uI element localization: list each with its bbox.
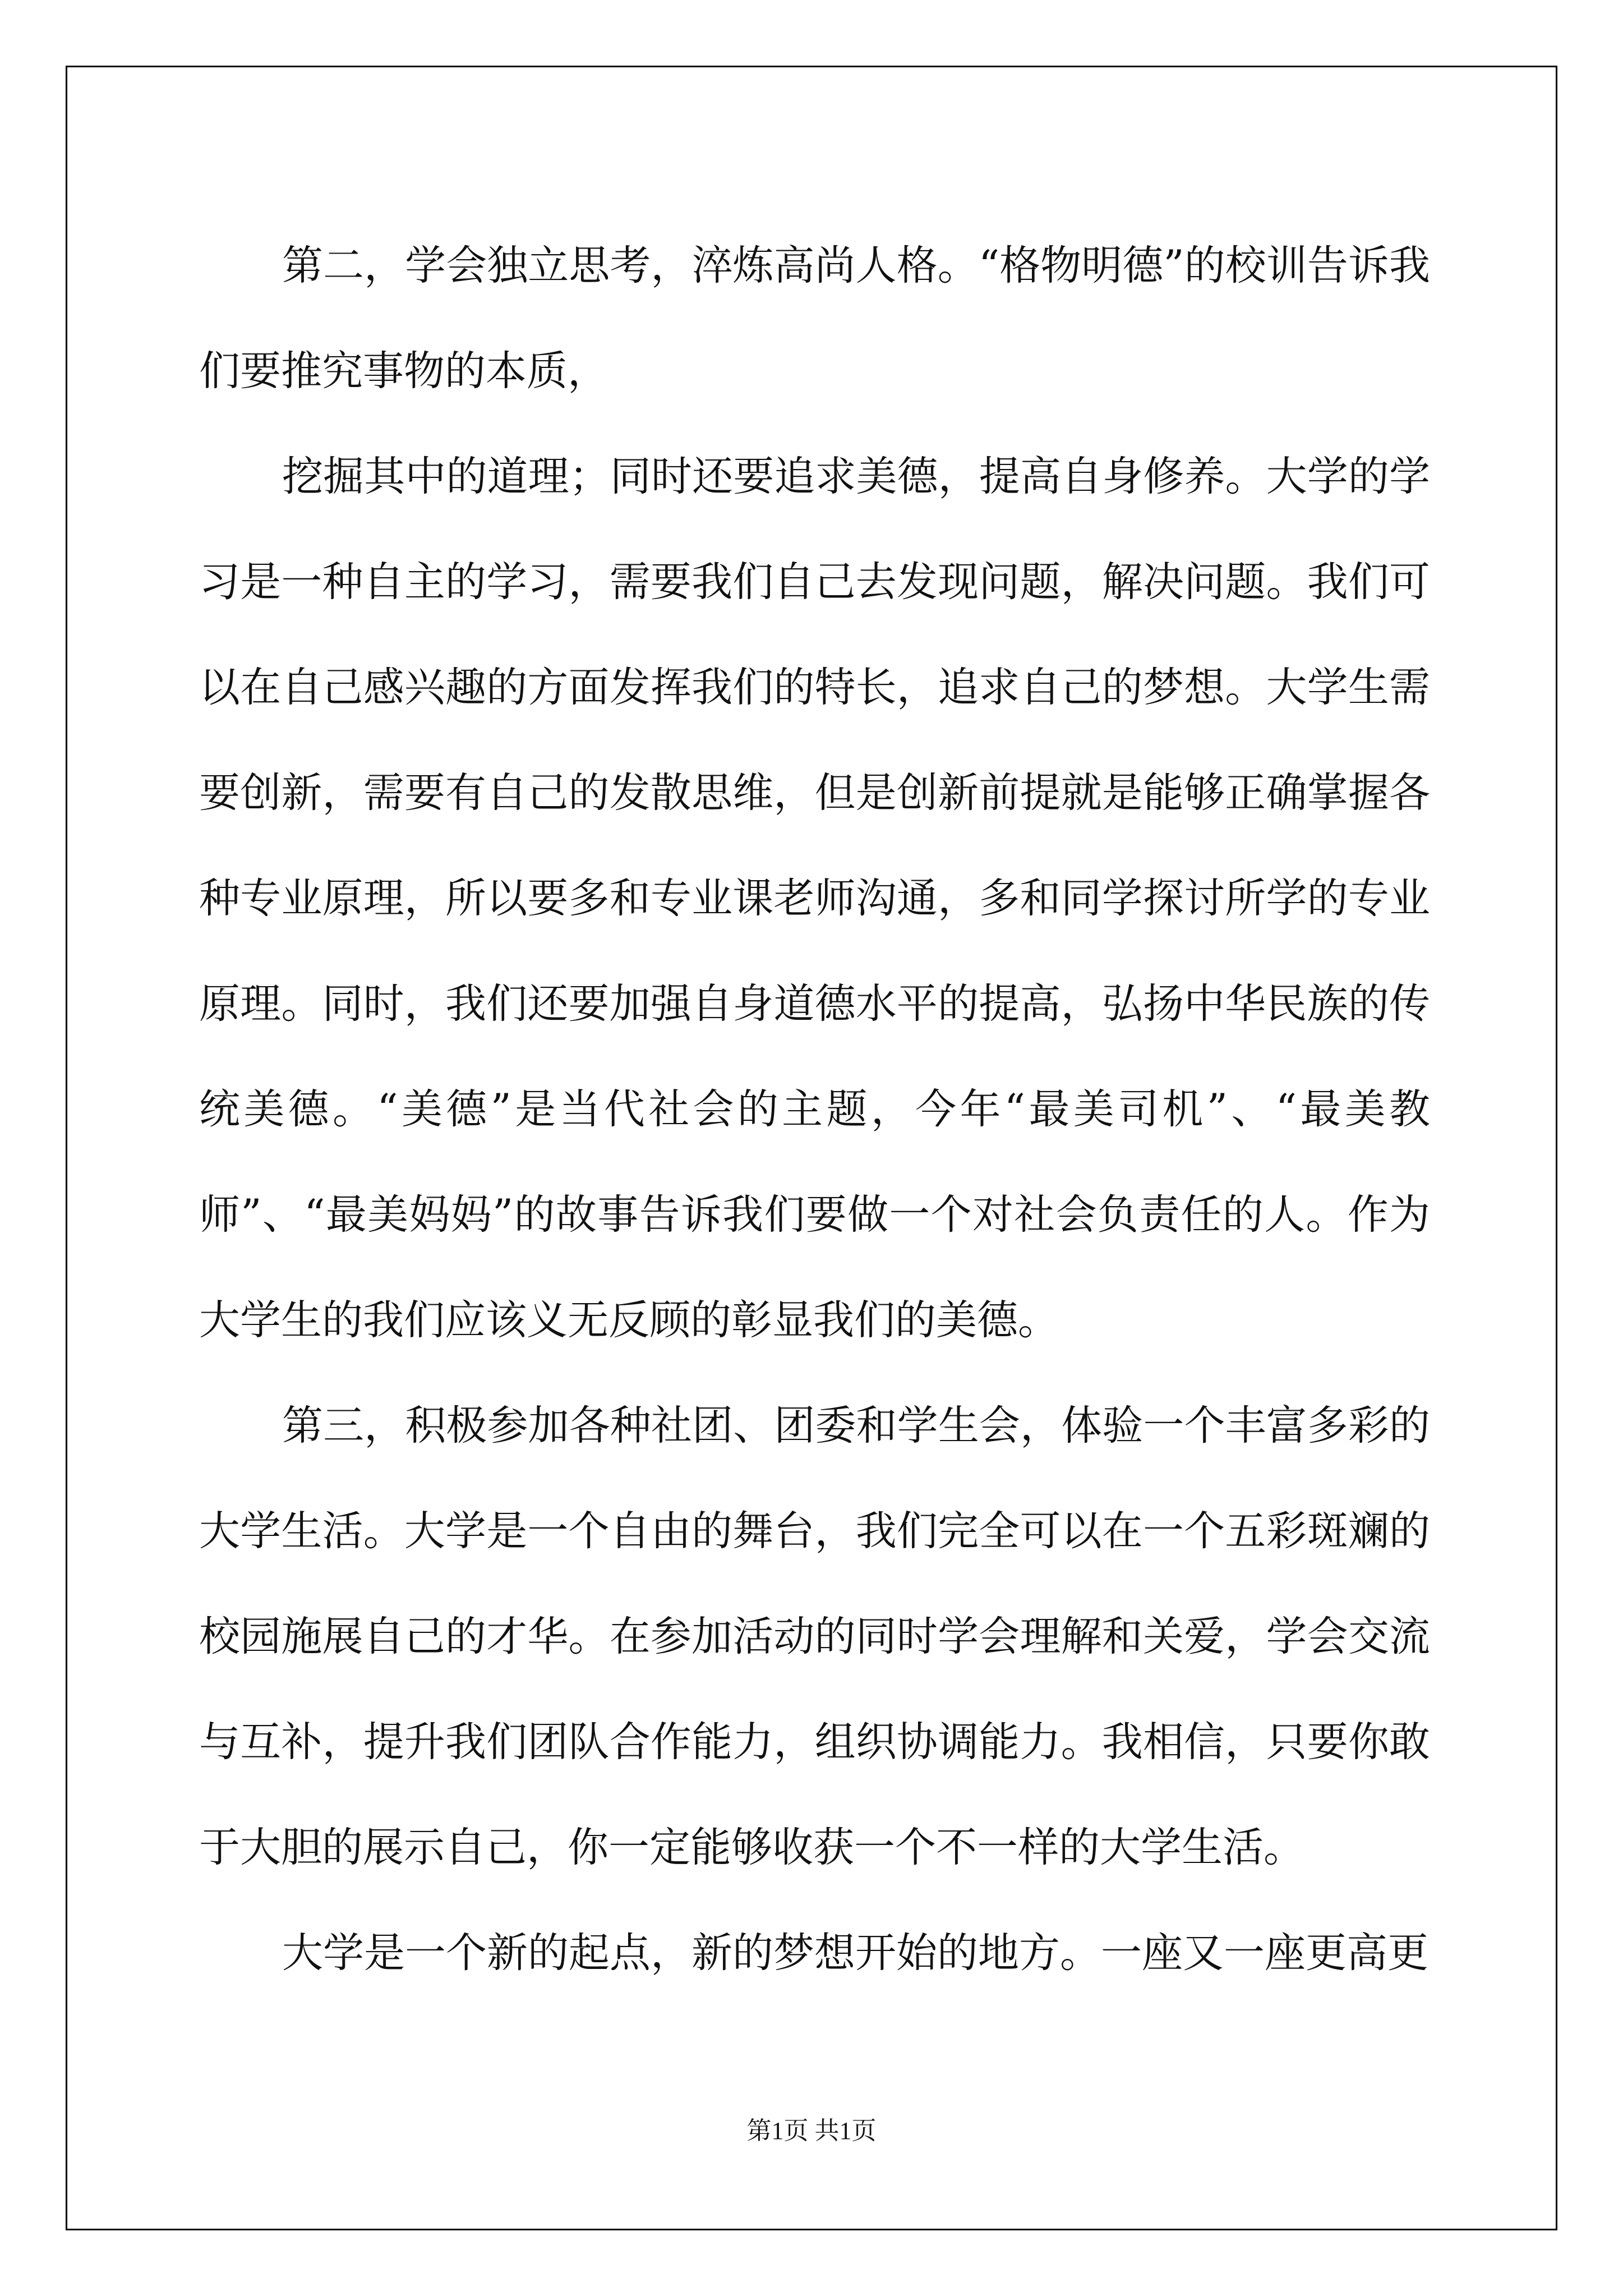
paragraph: 第三，积极参加各种社团、团委和学生会，体验一个丰富多彩的大学生活。大学是一个自由的舞台，我们完全可以在一个五彩斑斓的校园施展自己的才华。在参加活动的同时学会理解和关爱，学会交流与互补，提升我们团队合作能力，组织协调能力。我相信，只要你敢于大胆的展示自己，你一定能够收获一个不一样的大学生活。 (199, 1402, 1430, 1871)
paragraph: 第二，学会独立思考，淬炼高尚人格。“格物明德”的校训告诉我们要推究事物的本质， (199, 242, 1430, 395)
paragraph: 挖掘其中的道理；同时还要追求美德，提高自身修养。大学的学习是一种自主的学习，需要我们自己去发现问题，解决问题。我们可以在自己感兴趣的方面发挥我们的特长，追求自己的梦想。大学生需要创新，需要有自己的发散思维，但是创新前提就是能够正确掌握各种专业原理，所以要多和专业课老师沟通，多和同学探讨所学的专业原理。同时，我们还要加强自身道德水平的提高，弘扬中华民族的传统美德。“美德”是当代社会的主题，今年“最美司机”、“最美教师”、“最美妈妈”的故事告诉我们要做一个对社会负责任的人。作为大学生的我们应该义无反顾的彰显我们的美德。 (199, 453, 1430, 1344)
document-body (199, 213, 1430, 2006)
paragraph: 大学是一个新的起点，新的梦想开始的地方。一座又一座更高更 (282, 1929, 1428, 1977)
page-number-footer: 第1页 共1页 (746, 2117, 877, 2145)
